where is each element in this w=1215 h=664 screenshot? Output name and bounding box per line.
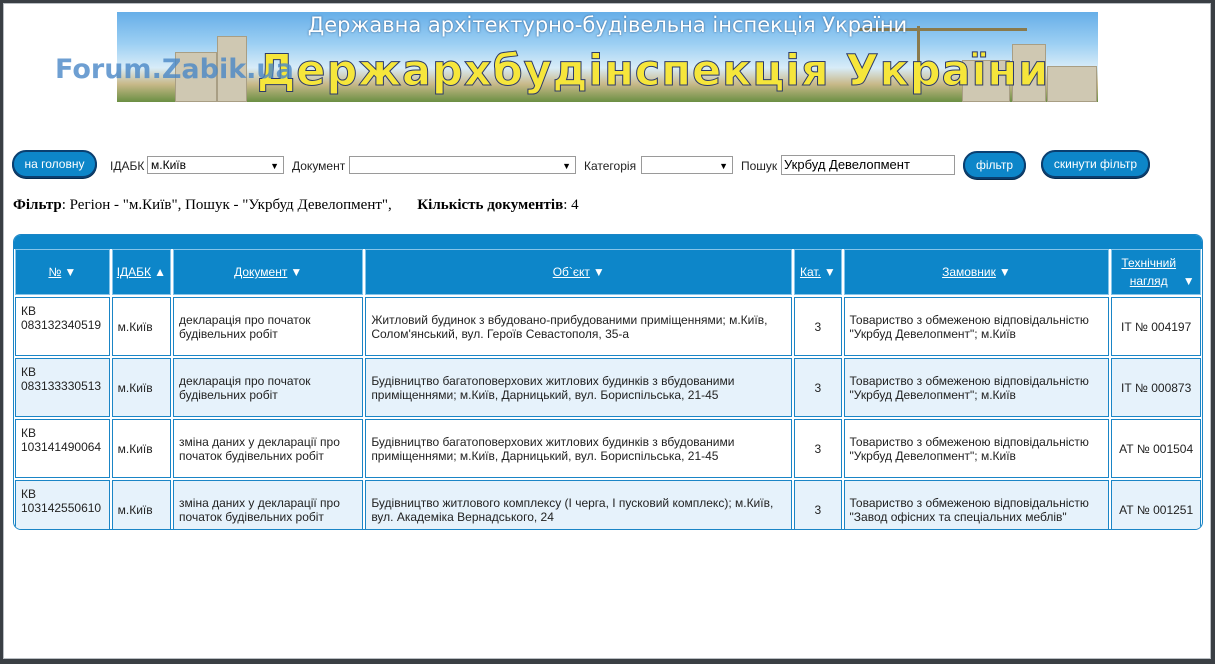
sort-link-document[interactable]: Документ [234,265,288,279]
cell-category: 3 [794,297,841,356]
cell-object: Житловий будинок з вбудовано-прибудованими приміщеннями; м.Київ, Солом'янський, вул. Героїв Севастополя, 35-а [365,297,792,356]
column-header-object[interactable] [365,249,792,295]
num-value: 103142550610 [21,501,102,515]
sort-link-num[interactable]: № [48,265,62,279]
table-row[interactable] [15,480,1201,530]
cell-idabk: м.Київ [112,297,171,356]
column-header-customer[interactable] [844,249,1110,295]
cell-document: зміна даних у декларації про початок будівельних робіт [173,480,363,530]
document-select[interactable] [349,156,576,174]
sort-asc-icon[interactable]: ▲ [154,265,166,279]
filter-label: Фільтр [13,197,62,213]
table-row[interactable] [15,419,1201,478]
cell-object: Будівництво житлового комплексу (І черга, І пусковий комплекс); м.Київ, вул. Академіка Вернадського, 24 [365,480,792,530]
cell-num [15,358,110,417]
idabk-select-value: м.Київ [151,158,186,172]
sort-desc-icon[interactable]: ▼ [64,265,77,279]
cell-idabk: м.Київ [112,358,171,417]
idabk-label: ІДАБК [110,159,145,173]
sort-desc-icon[interactable]: ▼ [592,265,605,279]
sort-link-supervision[interactable]: Технічний нагляд [1121,256,1177,288]
column-header-supervision[interactable] [1111,249,1201,295]
document-label: Документ [292,159,346,173]
sort-desc-icon[interactable]: ▼ [290,265,303,279]
chevron-down-icon: ▼ [562,161,571,171]
category-select[interactable] [641,156,733,174]
cell-supervision: ІТ № 000873 [1111,358,1201,417]
cell-category: 3 [794,358,841,417]
document-count-label: Кількість документів [417,197,564,213]
reset-filter-button[interactable]: скинути фільтр [1041,150,1150,178]
chevron-down-icon: ▼ [719,161,728,171]
cell-category: 3 [794,419,841,478]
cell-category: 3 [794,480,841,530]
column-header-num[interactable] [15,249,110,295]
document-count-value: : 4 [563,197,579,213]
cell-customer: Товариство з обмеженою відповідальністю "Укрбуд Девелопмент"; м.Київ [844,358,1110,417]
category-label: Категорія [584,159,637,173]
cell-idabk: м.Київ [112,419,171,478]
cell-supervision: ІТ № 004197 [1111,297,1201,356]
table-row[interactable] [15,297,1201,356]
column-header-idabk[interactable] [112,249,171,295]
cell-num [15,419,110,478]
cell-supervision: АТ № 001504 [1111,419,1201,478]
results-table [13,234,1203,530]
num-prefix: КВ [21,487,36,501]
sort-link-category[interactable]: Кат. [799,265,821,279]
num-prefix: КВ [21,426,36,440]
cell-customer: Товариство з обмеженою відповідальністю "Укрбуд Девелопмент"; м.Київ [844,297,1110,356]
cell-document: зміна даних у декларації про початок будівельних робіт [173,419,363,478]
cell-object: Будівництво багатоповерхових житлових будинків з вбудованими приміщеннями; м.Київ, Дарницький, вул. Бориспільська, 21-45 [365,358,792,417]
num-value: 083133330513 [21,379,102,393]
sort-desc-icon[interactable]: ▼ [823,265,836,279]
watermark-logo: Forum.Zabik.ua [55,54,294,85]
filter-text: : Регіон - "м.Київ", Пошук - "Укрбуд Девелопмент", [61,197,392,213]
sort-desc-icon[interactable]: ▼ [998,265,1011,279]
cell-document: декларація про початок будівельних робіт [173,358,363,417]
idabk-select[interactable] [147,156,284,174]
banner-title: Держархбудінспекція України [257,46,1050,96]
search-input[interactable]: Укрбуд Девелопмент [781,155,955,175]
sort-link-object[interactable]: Об`єкт [552,265,590,279]
search-label: Пошук [741,159,778,173]
building-graphic [1047,66,1097,102]
num-value: 103141490064 [21,440,102,454]
cell-supervision: АТ № 001251 [1111,480,1201,530]
column-header-category[interactable] [794,249,841,295]
page [3,3,1211,659]
cell-idabk: м.Київ [112,480,171,530]
num-prefix: КВ [21,365,36,379]
filter-summary [13,197,579,214]
num-prefix: КВ [21,304,36,318]
table-row[interactable] [15,358,1201,417]
cell-customer: Товариство з обмеженою відповідальністю "Завод офісних та спеціальних меблів" [844,480,1110,530]
cell-customer: Товариство з обмеженою відповідальністю "Укрбуд Девелопмент"; м.Київ [844,419,1110,478]
cell-num [15,480,110,530]
home-button[interactable]: на головну [12,150,97,178]
filter-button[interactable]: фільтр [963,151,1026,179]
cell-object: Будівництво багатоповерхових житлових будинків з вбудованими приміщеннями; м.Київ, Дарницький, вул. Бориспільська, 21-45 [365,419,792,478]
chevron-down-icon: ▼ [270,161,279,171]
sort-link-customer[interactable]: Замовник [942,265,996,279]
sort-desc-icon[interactable]: ▼ [1182,274,1195,288]
sort-link-idabk[interactable]: ІДАБК [116,265,152,279]
cell-document: декларація про початок будівельних робіт [173,297,363,356]
num-value: 083132340519 [21,318,102,332]
table-header-row [15,249,1201,295]
cell-num [15,297,110,356]
banner-subtitle: Державна архітектурно-будівельна інспекція України [307,13,908,37]
column-header-document[interactable] [173,249,363,295]
